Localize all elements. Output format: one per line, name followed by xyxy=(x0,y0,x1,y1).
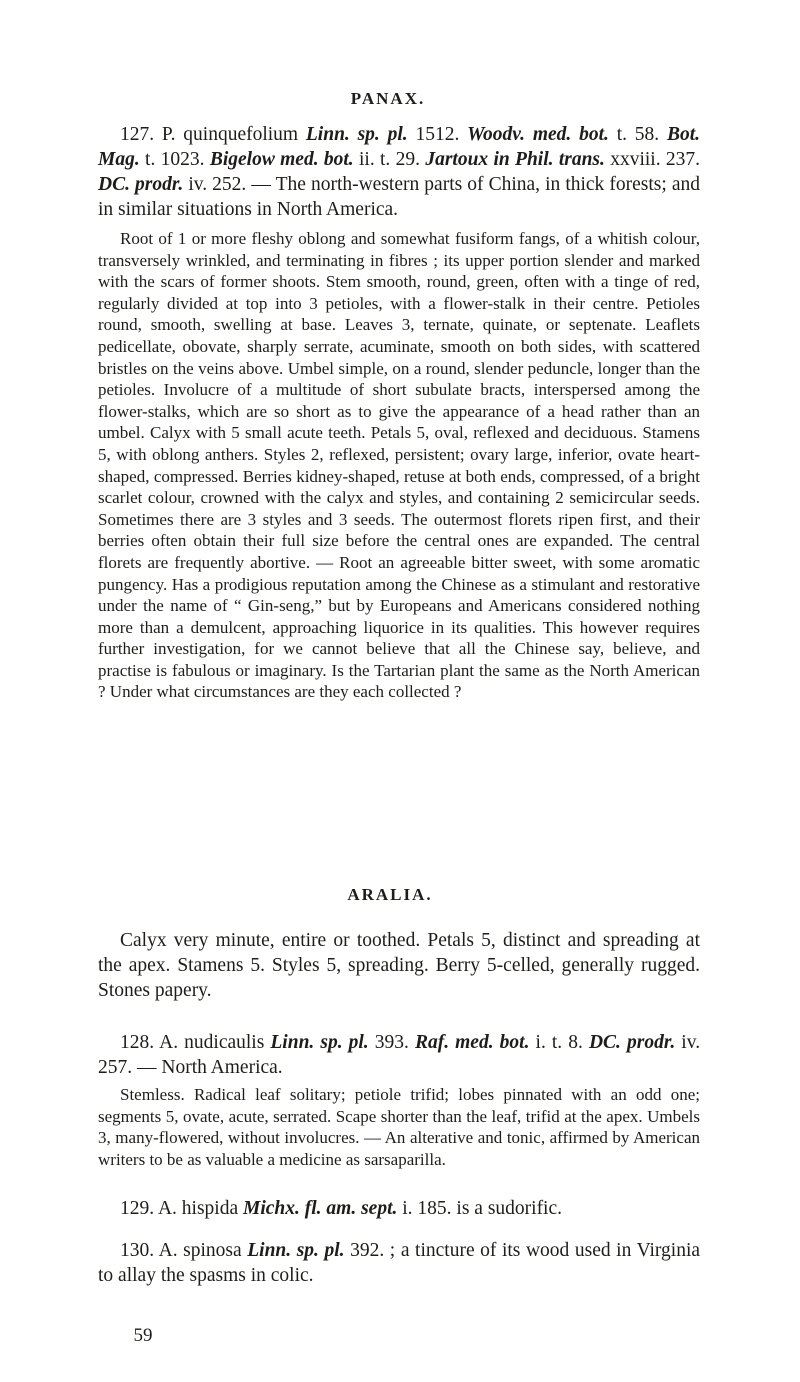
citation-number: t. 1023. xyxy=(145,149,205,170)
citation-abbrev: Bigelow med. bot. xyxy=(209,149,354,170)
species-name: A. nudicaulis xyxy=(159,1032,265,1053)
entry-number: 129. xyxy=(120,1198,155,1219)
entry-text: a tincture of its wood used in Virginia to allay the spasms in colic. xyxy=(98,1240,701,1286)
entry-number: 128. xyxy=(120,1032,155,1053)
citation-number: t. 58. xyxy=(616,124,660,145)
citation-abbrev: Linn. sp. pl. xyxy=(270,1032,369,1053)
entry-129-text xyxy=(98,1196,700,1221)
entry-number: 130. xyxy=(120,1240,155,1261)
citation-number: xxviii. 237. xyxy=(610,149,701,170)
citation-abbrev: Raf. med. bot. xyxy=(414,1032,530,1053)
running-head: PANAX. xyxy=(350,89,426,108)
genus-description-paragraph: Calyx very minute, entire or toothed. Petals 5, distinct and spreading at the apex. Stamens 5. Styles 5, spreading. Berry 5-celled, generally rugged. Stones papery. xyxy=(98,930,700,1001)
entry-130-text xyxy=(98,1238,700,1288)
entry-129 xyxy=(98,1196,700,1221)
description-127 xyxy=(98,228,700,703)
entry-130 xyxy=(98,1238,700,1288)
citation-abbrev: Michx. fl. am. sept. xyxy=(242,1198,398,1219)
citation-abbrev: Bot. Mag. xyxy=(98,124,701,170)
species-name: A. spinosa xyxy=(158,1240,242,1261)
species-name: P. quinquefolium xyxy=(161,124,299,145)
citation-number: i. t. 8. xyxy=(535,1032,583,1053)
entry-number: 127. xyxy=(120,124,155,145)
citation-number: iv. 252. xyxy=(188,174,247,195)
citation-abbrev: Linn. sp. pl. xyxy=(305,124,408,145)
citation-number: iv. 257. xyxy=(98,1032,701,1078)
description-128 xyxy=(98,1084,700,1170)
entry-127 xyxy=(98,122,700,222)
citation-abbrev: Jartoux in Phil. trans. xyxy=(425,149,605,170)
citation-number: i. 185. xyxy=(402,1198,452,1219)
description-paragraph: Stemless. Radical leaf solitary; petiole trifid; lobes pinnated with an odd one; segments 5, ovate, acute, serrated. Scape shorter than the leaf, trifid at the apex. Umbels 3, many-flowered, without involucres. — An alterative and tonic, affirmed by American writers to be as valuable a medicine as sarsaparilla. xyxy=(98,1085,700,1169)
page-number: 59 xyxy=(133,1325,153,1346)
citation-number: 393. xyxy=(374,1032,409,1053)
entry-127-citation xyxy=(98,122,700,222)
genus-description xyxy=(98,928,700,1003)
entry-text: is a sudorific. xyxy=(456,1198,563,1219)
citation-abbrev: DC. prodr. xyxy=(588,1032,676,1053)
entry-128-citation xyxy=(98,1030,700,1080)
entry-128 xyxy=(98,1030,700,1080)
citation-number: ii. t. 29. xyxy=(359,149,420,170)
citation-number: 1512. xyxy=(415,124,460,145)
description-paragraph: Root of 1 or more fleshy oblong and somewhat fusiform fangs, of a whitish colour, transversely wrinkled, and terminating in fibres ; its upper portion slender and marked with the scars of former shoots. Stem smooth, round, green, often with a tinge of red, regularly divided at top into 3 petioles, with a flower-stalk in their centre. Petioles round, smooth, swelling at base. Leaves 3, ternate, quinate, or septenate. Leaflets pedicellate, obovate, sharply serrate, acuminate, smooth on both sides, with scattered bristles on the veins above. Umbel simple, on a round, slender peduncle, longer than the petioles. Involucre of a multitude of short subulate bracts, interspersed among the flower-stalks, which are so short as to give the appearance of a head rather than an umbel. Calyx with 5 small acute teeth. Petals 5, oval, reflexed and deciduous. Stamens 5, with oblong anthers. Styles 2, reflexed, persistent; ovary large, inferior, ovate heart-shaped, compressed. Berries kidney-shaped, retuse at both ends, compressed, of a bright scarlet colour, crowned with the calyx and styles, and containing 2 semicircular seeds. Sometimes there are 3 styles and 3 seeds. The outermost florets ripen first, and their berries often obtain their full size before the central ones are expanded. The central florets are frequently abortive. — Root an agreeable bitter sweet, with some aromatic pungency. Has a prodigious reputation among the Chinese as a stimulant and restorative under the name of “ Gin-seng,” but by Europeans and Americans considered nothing more than a demulcent, approaching liquorice in its qualities. This however requires further investigation, for we cannot believe that all the Chinese say, believe, and practise is fabulous or imaginary. Is the Tartarian plant the same as the North American ? Under what circumstances are they each collected ? xyxy=(98,229,700,702)
citation-abbrev: Woodv. med. bot. xyxy=(467,124,609,145)
habitat: — The north-western parts of China, in thick forests; and in similar situations in North America. xyxy=(98,174,700,220)
citation-abbrev: Linn. sp. pl. xyxy=(247,1240,345,1261)
citation-number: 392. ; xyxy=(350,1240,396,1261)
habitat: — North America. xyxy=(137,1057,283,1078)
citation-abbrev: DC. prodr. xyxy=(98,174,184,195)
species-name: A. hispida xyxy=(157,1198,239,1219)
section-heading: ARALIA. xyxy=(347,885,433,904)
